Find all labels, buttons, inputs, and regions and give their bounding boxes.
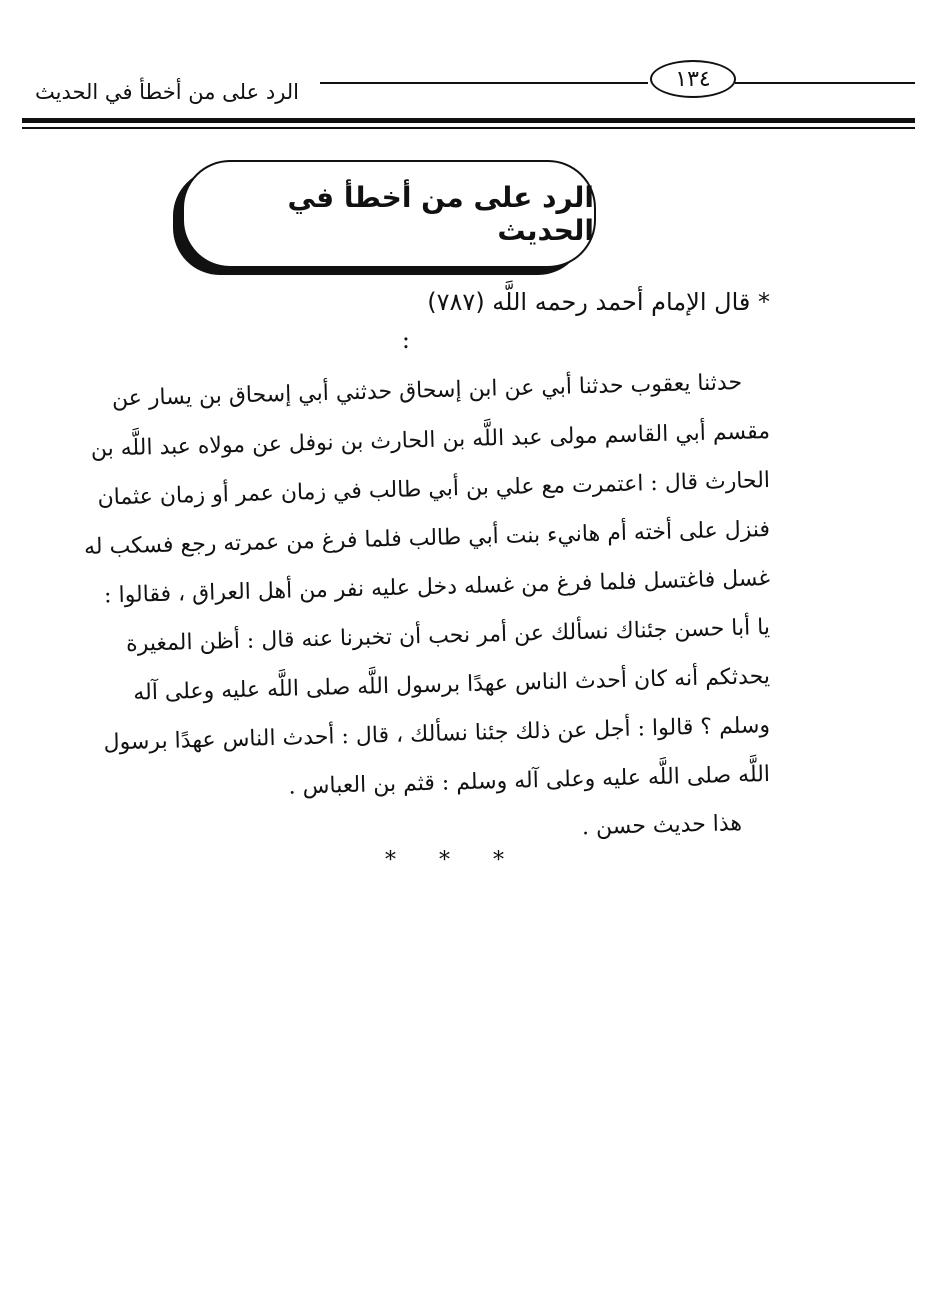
body-line: يا أبا حسن جئناك نسألك عن أمر نحب أن تخبرنا عنه قال : أظن المغيرة xyxy=(125,615,771,657)
header-rule-left xyxy=(320,82,648,84)
body-line: مقسم أبي القاسم مولى عبد اللَّه بن الحارث بن نوفل عن مولاه عبد اللَّه بن xyxy=(90,419,771,462)
body-line: حدثنا يعقوب حدثنا أبي عن ابن إسحاق حدثني أبي إسحاق بن يسار عن xyxy=(111,370,743,412)
header-rule-thin xyxy=(22,127,915,129)
section-title: الرد على من أخطأ في الحديث xyxy=(287,181,594,247)
section-separator: * * * xyxy=(385,848,522,873)
header-rule-thick xyxy=(22,118,915,123)
section-title-box xyxy=(182,160,596,268)
grading-line: هذا حديث حسن . xyxy=(581,811,743,841)
body-line: اللَّه صلى اللَّه عليه وعلى آله وسلم : قثم بن العباس . xyxy=(288,762,771,800)
body-line: وسلم ؟ قالوا : أجل عن ذلك جئنا نسألك ، قال : أحدث الناس عهدًا برسول xyxy=(103,713,771,756)
hadith-body xyxy=(40,282,770,848)
body-line: الحارث قال : اعتمرت مع علي بن أبي طالب في زمان عمر أو زمان عثمان xyxy=(97,468,771,511)
body-line: فنزل على أخته أم هانيء بنت أبي طالب فلما فرغ من عمرته رجع فسكب له xyxy=(83,517,771,560)
page-number: ١٣٤ xyxy=(650,60,736,98)
body-line: يحدثكم أنه كان أحدث الناس عهدًا برسول اللَّه صلى اللَّه عليه وعلى آله xyxy=(132,664,771,706)
intro-line: * قال الإمام أحمد رحمه اللَّه (٧٨٧) xyxy=(427,288,770,316)
body-line: غسل فاغتسل فلما فرغ من غسله دخل عليه نفر من أهل العراق ، فقالوا : xyxy=(103,566,771,609)
header-rule-right xyxy=(735,82,915,84)
intro-colon: : xyxy=(401,326,410,354)
running-title: الرد على من أخطأ في الحديث xyxy=(34,80,300,104)
